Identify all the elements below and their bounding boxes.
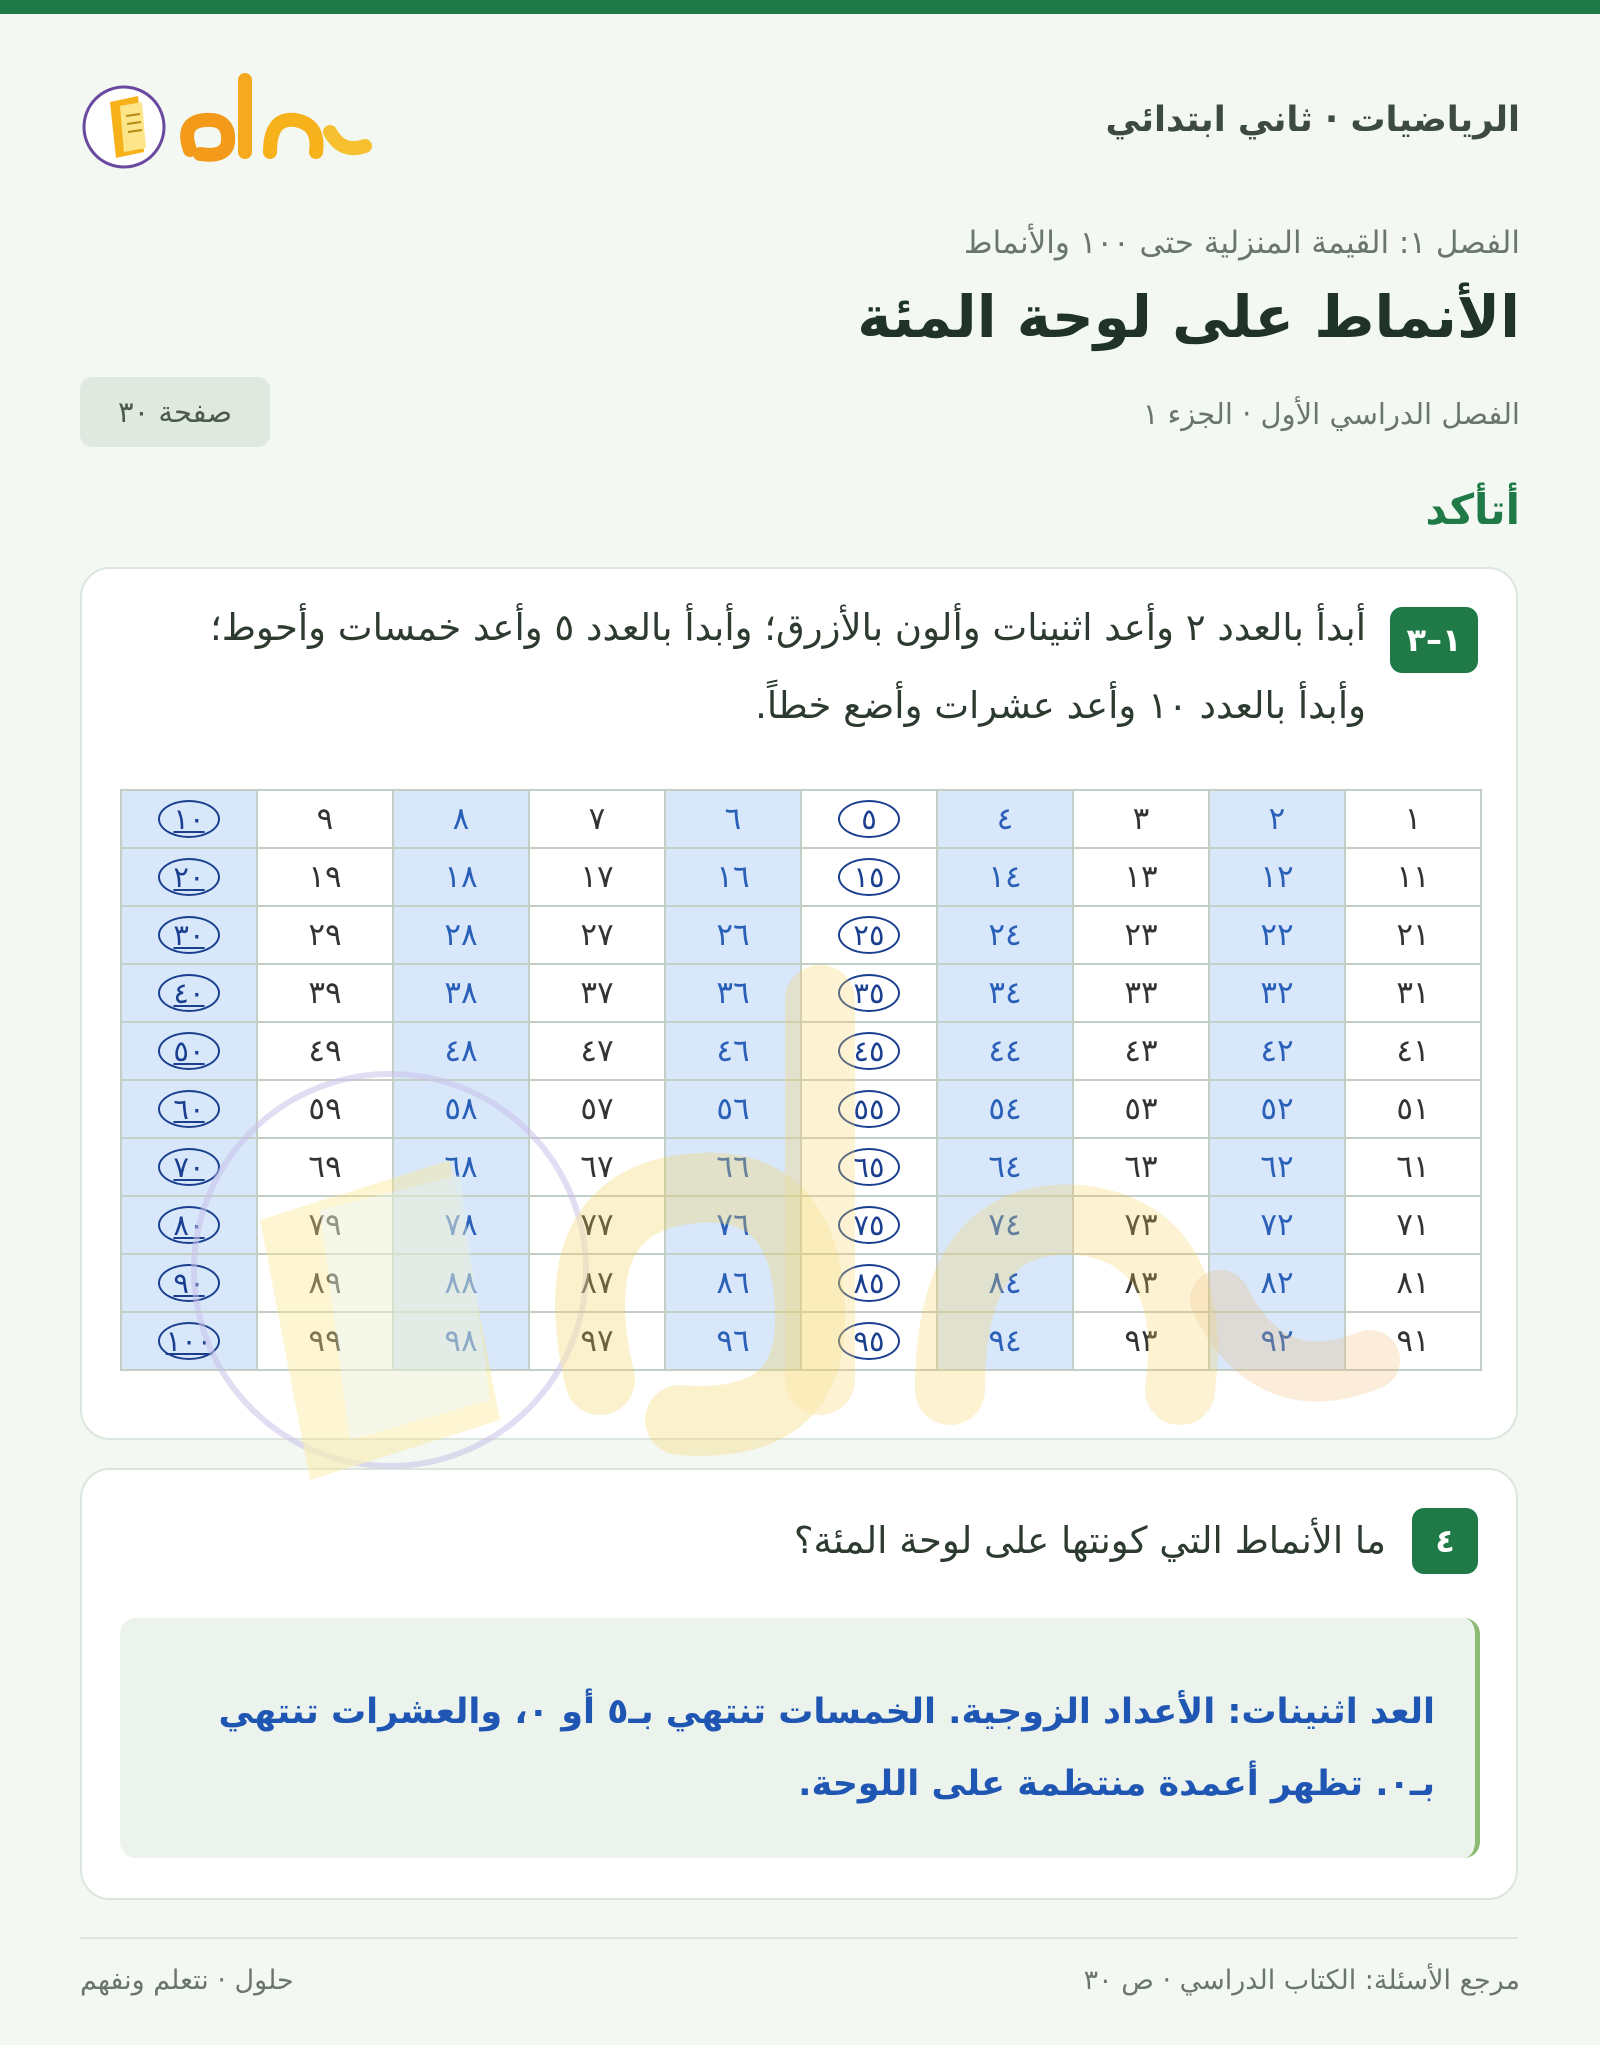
chart-cell[interactable] (529, 1254, 665, 1312)
chart-cell[interactable] (665, 848, 801, 906)
chart-cell[interactable] (1345, 1080, 1481, 1138)
chart-cell[interactable] (1345, 848, 1481, 906)
chart-cell[interactable] (801, 964, 937, 1022)
chart-number: ٧ (588, 801, 606, 837)
chart-number: ١ (1404, 801, 1422, 837)
chart-cell[interactable] (1073, 906, 1209, 964)
chart-cell[interactable] (529, 848, 665, 906)
chart-cell[interactable] (665, 1022, 801, 1080)
chart-number: ٦١ (1396, 1149, 1430, 1185)
chart-number: ٦٤ (988, 1149, 1022, 1185)
circled-number: ٨٠ (158, 1206, 220, 1244)
chart-number: ٣٨ (444, 975, 478, 1011)
circled-number: ٥٥ (838, 1090, 900, 1128)
chart-cell[interactable] (1345, 1196, 1481, 1254)
chart-cell[interactable] (937, 906, 1073, 964)
chart-row (121, 1312, 1481, 1370)
chart-number: ١٣ (1124, 859, 1158, 895)
chart-number: ٩٦ (716, 1323, 750, 1359)
chart-cell[interactable] (393, 848, 529, 906)
circled-number: ١٠ (158, 800, 220, 838)
chart-number: ٢٤ (988, 917, 1022, 953)
chart-cell[interactable] (257, 1080, 393, 1138)
chart-number: ٣٦ (716, 975, 750, 1011)
chart-cell[interactable] (1073, 1080, 1209, 1138)
chart-cell[interactable] (529, 906, 665, 964)
chart-number: ٧٨ (444, 1207, 478, 1243)
chart-number: ٩٤ (988, 1323, 1022, 1359)
answer-box (120, 1618, 1480, 1858)
chart-cell[interactable] (937, 964, 1073, 1022)
chart-cell[interactable] (121, 790, 257, 848)
circled-number: ٣٥ (838, 974, 900, 1012)
chart-cell[interactable] (257, 964, 393, 1022)
chart-cell[interactable] (1073, 1196, 1209, 1254)
chart-cell[interactable] (1209, 1022, 1345, 1080)
chart-cell[interactable] (529, 790, 665, 848)
chart-number: ١٤ (988, 859, 1022, 895)
question-card-4 (80, 1468, 1518, 1900)
chart-cell[interactable] (1073, 964, 1209, 1022)
chart-row (121, 1138, 1481, 1196)
chart-cell[interactable] (1073, 1022, 1209, 1080)
chart-cell[interactable] (937, 1022, 1073, 1080)
footer-divider (80, 1937, 1518, 1939)
chart-number: ٩ (316, 801, 334, 837)
top-accent-bar (0, 0, 1600, 14)
chart-cell[interactable] (1345, 1022, 1481, 1080)
chart-cell[interactable] (1345, 1312, 1481, 1370)
chart-cell[interactable] (529, 1022, 665, 1080)
chart-number: ٨٧ (580, 1265, 614, 1301)
chart-cell[interactable] (121, 1138, 257, 1196)
chart-number: ٨٨ (444, 1265, 478, 1301)
chart-number: ٧٤ (988, 1207, 1022, 1243)
circled-number: ٥٠ (158, 1032, 220, 1070)
chart-number: ٣٧ (580, 975, 614, 1011)
chart-number: ٣١ (1396, 975, 1430, 1011)
chart-number: ٩٧ (580, 1323, 614, 1359)
chart-number: ٤٨ (444, 1033, 478, 1069)
circled-number: ٦٥ (838, 1148, 900, 1186)
chart-cell[interactable] (121, 964, 257, 1022)
chart-number: ٥٢ (1260, 1091, 1294, 1127)
chart-number: ١٦ (716, 859, 750, 895)
chart-cell[interactable] (665, 1254, 801, 1312)
circled-number: ٤٥ (838, 1032, 900, 1070)
chart-cell[interactable] (665, 1138, 801, 1196)
chart-number: ١٢ (1260, 859, 1294, 895)
chart-cell[interactable] (937, 1196, 1073, 1254)
chart-cell[interactable] (665, 906, 801, 964)
chart-cell[interactable] (1345, 906, 1481, 964)
chart-cell[interactable] (393, 1138, 529, 1196)
chart-cell[interactable] (1345, 1138, 1481, 1196)
page-number-badge: صفحة ٣٠ (80, 377, 270, 447)
chart-number: ٢٦ (716, 917, 750, 953)
chart-cell[interactable] (121, 1196, 257, 1254)
chart-cell[interactable] (665, 1080, 801, 1138)
chart-number: ٢١ (1396, 917, 1430, 953)
section-heading: أتأكد (1425, 485, 1520, 534)
chart-number: ٧٧ (580, 1207, 614, 1243)
chart-cell[interactable] (1209, 1312, 1345, 1370)
chart-cell[interactable] (665, 1312, 801, 1370)
chart-cell[interactable] (257, 1196, 393, 1254)
chart-number: ٧٦ (716, 1207, 750, 1243)
chart-row (121, 848, 1481, 906)
chart-cell[interactable] (801, 1312, 937, 1370)
chart-cell[interactable] (121, 1080, 257, 1138)
chart-number: ٥١ (1396, 1091, 1430, 1127)
footer-brand: حلول · نتعلم ونفهم (80, 1965, 294, 1996)
chart-number: ١٩ (308, 859, 342, 895)
circled-number: ٢٥ (838, 916, 900, 954)
chart-number: ٣ (1132, 801, 1150, 837)
chart-cell[interactable] (393, 1022, 529, 1080)
semester-label: الفصل الدراسي الأول · الجزء ١ (1142, 397, 1520, 431)
chart-cell[interactable] (1073, 1312, 1209, 1370)
chart-cell[interactable] (257, 1022, 393, 1080)
chart-number: ٧٣ (1124, 1207, 1158, 1243)
chart-cell[interactable] (121, 906, 257, 964)
chart-number: ٦٣ (1124, 1149, 1158, 1185)
chart-cell[interactable] (1073, 790, 1209, 848)
chart-cell[interactable] (1209, 964, 1345, 1022)
chart-cell[interactable] (393, 790, 529, 848)
chart-number: ٢٣ (1124, 917, 1158, 953)
circled-number: ٥ (838, 800, 900, 838)
chart-number: ٤٩ (308, 1033, 342, 1069)
chart-number: ٢٢ (1260, 917, 1294, 953)
chart-cell[interactable] (529, 964, 665, 1022)
chart-cell[interactable] (937, 790, 1073, 848)
chart-number: ٧٩ (308, 1207, 342, 1243)
chart-cell[interactable] (665, 790, 801, 848)
circled-number: ٦٠ (158, 1090, 220, 1128)
chart-number: ٣٩ (308, 975, 342, 1011)
chart-row (121, 964, 1481, 1022)
chart-cell[interactable] (393, 906, 529, 964)
chart-number: ٦٢ (1260, 1149, 1294, 1185)
chart-number: ٧١ (1396, 1207, 1430, 1243)
chart-number: ٨٢ (1260, 1265, 1294, 1301)
chart-number: ٨٤ (988, 1265, 1022, 1301)
circled-number: ٧٠ (158, 1148, 220, 1186)
question-card-1-3 (80, 567, 1518, 1440)
chart-cell[interactable] (665, 1196, 801, 1254)
chart-cell[interactable] (1345, 790, 1481, 848)
chart-cell[interactable] (801, 1022, 937, 1080)
chart-cell[interactable] (801, 790, 937, 848)
chart-cell[interactable] (801, 848, 937, 906)
chart-row (121, 906, 1481, 964)
chart-cell[interactable] (937, 848, 1073, 906)
chart-cell[interactable] (529, 1312, 665, 1370)
chart-row (121, 1022, 1481, 1080)
hundred-chart (120, 789, 1482, 1371)
chart-number: ٢٨ (444, 917, 478, 953)
chart-number: ٩٢ (1260, 1323, 1294, 1359)
question-number-badge: ١–٣ (1390, 607, 1478, 673)
chart-cell[interactable] (1209, 1254, 1345, 1312)
chart-number: ٢ (1268, 801, 1286, 837)
chart-number: ٥٦ (716, 1091, 750, 1127)
chart-cell[interactable] (121, 848, 257, 906)
chart-number: ٢٧ (580, 917, 614, 953)
chart-cell[interactable] (1073, 1254, 1209, 1312)
chart-number: ١١ (1396, 859, 1430, 895)
chart-number: ٨٣ (1124, 1265, 1158, 1301)
question-text: ما الأنماط التي كونتها على لوحة المئة؟ (793, 1519, 1386, 1562)
chart-cell[interactable] (937, 1312, 1073, 1370)
chart-cell[interactable] (529, 1138, 665, 1196)
chart-cell[interactable] (1209, 848, 1345, 906)
chart-row (121, 1254, 1481, 1312)
hulul-logo-icon (80, 62, 380, 182)
chart-number: ٦٦ (716, 1149, 750, 1185)
chart-number: ٨٩ (308, 1265, 342, 1301)
chart-number: ٨٦ (716, 1265, 750, 1301)
chart-cell[interactable] (937, 1080, 1073, 1138)
chart-number: ٤٢ (1260, 1033, 1294, 1069)
chart-cell[interactable] (121, 1312, 257, 1370)
chart-cell[interactable] (393, 1254, 529, 1312)
chart-cell[interactable] (393, 1196, 529, 1254)
chart-row (121, 1196, 1481, 1254)
chart-cell[interactable] (801, 906, 937, 964)
chart-cell[interactable] (393, 1080, 529, 1138)
chart-cell[interactable] (257, 1138, 393, 1196)
circled-number: ١٠٠ (158, 1322, 220, 1360)
chart-number: ٨١ (1396, 1265, 1430, 1301)
answer-text: العد اثنينات: الأعداد الزوجية. الخمسات تنتهي بـ٥ أو ٠، والعشرات تنتهي بـ٠. تظهر أعمدة منتظمة على اللوحة. (218, 1692, 1435, 1804)
chart-cell[interactable] (1073, 1138, 1209, 1196)
circled-number: ٩٥ (838, 1322, 900, 1360)
chart-cell[interactable] (665, 964, 801, 1022)
chart-number: ٩١ (1396, 1323, 1430, 1359)
chart-cell[interactable] (801, 1196, 937, 1254)
chart-number: ٩٩ (308, 1323, 342, 1359)
chart-number: ٦٨ (444, 1149, 478, 1185)
chart-number: ٤٧ (580, 1033, 614, 1069)
chart-number: ١٧ (580, 859, 614, 895)
circled-number: ٢٠ (158, 858, 220, 896)
chart-number: ٢٩ (308, 917, 342, 953)
chapter-label: الفصل ١: القيمة المنزلية حتى ١٠٠ والأنماط (963, 225, 1520, 261)
chart-number: ٤١ (1396, 1033, 1430, 1069)
chart-cell[interactable] (1345, 1254, 1481, 1312)
chart-number: ٥٣ (1124, 1091, 1158, 1127)
chart-cell[interactable] (393, 964, 529, 1022)
chart-cell[interactable] (1345, 964, 1481, 1022)
chart-number: ٣٣ (1124, 975, 1158, 1011)
chart-number: ٤٤ (988, 1033, 1022, 1069)
circled-number: ١٥ (838, 858, 900, 896)
footer-reference: مرجع الأسئلة: الكتاب الدراسي · ص ٣٠ (1083, 1965, 1520, 1996)
hulul-logo[interactable] (80, 62, 380, 182)
chart-number: ١٨ (444, 859, 478, 895)
chart-number: ٩٣ (1124, 1323, 1158, 1359)
chart-cell[interactable] (121, 1254, 257, 1312)
chart-cell[interactable] (801, 1080, 937, 1138)
chart-number: ٤٣ (1124, 1033, 1158, 1069)
chart-number: ٦٧ (580, 1149, 614, 1185)
chart-number: ٥٨ (444, 1091, 478, 1127)
chart-cell[interactable] (1209, 790, 1345, 848)
chart-number: ٤٦ (716, 1033, 750, 1069)
chart-number: ٥٩ (308, 1091, 342, 1127)
chart-cell[interactable] (257, 1312, 393, 1370)
chart-cell[interactable] (937, 1138, 1073, 1196)
chart-cell[interactable] (121, 1022, 257, 1080)
chart-cell[interactable] (257, 790, 393, 848)
chart-cell[interactable] (257, 848, 393, 906)
question-text: أبدأ بالعدد ٢ وأعد اثنينات وألون بالأزرق؛ وأبدأ بالعدد ٥ وأعد خمسات وأحوط؛ وأبدأ بالعدد ١٠ وأعد عشرات وأضع خطاً. (209, 606, 1366, 727)
chart-number: ٥٧ (580, 1091, 614, 1127)
chart-row (121, 1080, 1481, 1138)
chart-cell[interactable] (529, 1196, 665, 1254)
chart-number: ٨ (452, 801, 470, 837)
chart-cell[interactable] (937, 1254, 1073, 1312)
chart-cell[interactable] (1209, 1138, 1345, 1196)
chart-cell[interactable] (1073, 848, 1209, 906)
chart-cell[interactable] (257, 906, 393, 964)
circled-number: ٣٠ (158, 916, 220, 954)
circled-number: ٩٠ (158, 1264, 220, 1302)
chart-number: ٩٨ (444, 1323, 478, 1359)
chart-cell[interactable] (393, 1312, 529, 1370)
chart-number: ٣٢ (1260, 975, 1294, 1011)
question-number-badge: ٤ (1412, 1508, 1478, 1574)
chart-number: ٥٤ (988, 1091, 1022, 1127)
chart-cell[interactable] (1209, 1196, 1345, 1254)
chart-cell[interactable] (529, 1080, 665, 1138)
circled-number: ٤٠ (158, 974, 220, 1012)
chart-cell[interactable] (801, 1138, 937, 1196)
chart-number: ٦٩ (308, 1149, 342, 1185)
chart-number: ٦ (724, 801, 742, 837)
chart-cell[interactable] (257, 1254, 393, 1312)
circled-number: ٨٥ (838, 1264, 900, 1302)
chart-cell[interactable] (801, 1254, 937, 1312)
lesson-title: الأنماط على لوحة المئة (857, 283, 1520, 351)
subject-grade-title: الرياضيات · ثاني ابتدائي (1105, 100, 1520, 140)
circled-number: ٧٥ (838, 1206, 900, 1244)
chart-cell[interactable] (1209, 906, 1345, 964)
chart-number: ٣٤ (988, 975, 1022, 1011)
chart-cell[interactable] (1209, 1080, 1345, 1138)
chart-number: ٧٢ (1260, 1207, 1294, 1243)
chart-row (121, 790, 1481, 848)
chart-number: ٤ (996, 801, 1014, 837)
